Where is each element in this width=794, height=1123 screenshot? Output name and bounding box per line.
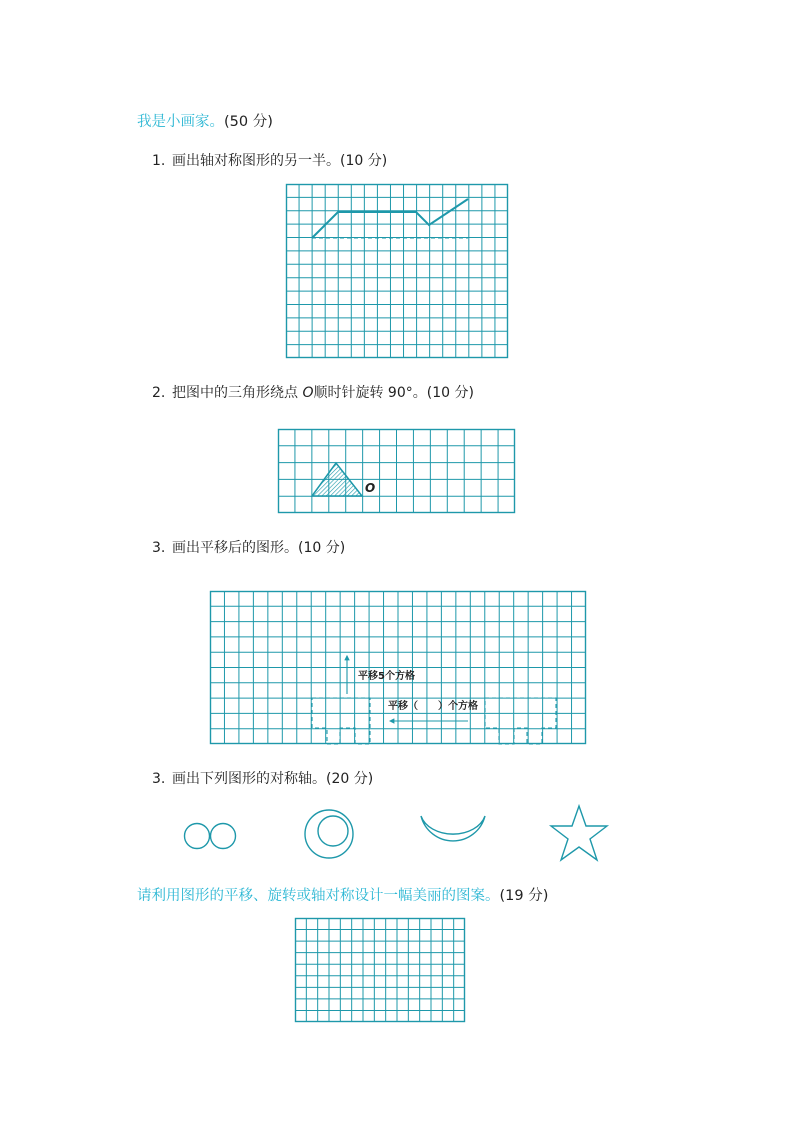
original-shape-left — [312, 698, 370, 744]
section-points: (50 分) — [224, 114, 273, 130]
grid-lines — [286, 184, 508, 358]
point-label: O — [302, 385, 314, 401]
question-2 — [152, 382, 474, 402]
section-title-text: 我是小画家。 — [137, 114, 224, 130]
crescent-circle-icon[interactable] — [303, 808, 355, 860]
grid-lines — [278, 429, 515, 513]
annotation-left: 平移（ ）个方格 — [388, 701, 478, 712]
question-text: 画出轴对称图形的另一半。(10 分) — [172, 153, 388, 169]
question-number: 1. — [152, 153, 166, 169]
question-text: 把图中的三角形绕点 — [172, 385, 303, 401]
grid-border — [296, 919, 465, 1022]
grid-lines — [295, 918, 465, 1022]
question-text-tail: 顺时针旋转 90°。(10 分) — [313, 385, 474, 401]
question-number: 3. — [152, 540, 166, 556]
question-3 — [152, 537, 345, 557]
question-number: 2. — [152, 385, 166, 401]
question-text: 画出下列图形的对称轴。(20 分) — [172, 771, 374, 787]
rotation-center-label: O — [365, 481, 376, 495]
question-4 — [152, 768, 373, 788]
original-shape-right — [485, 698, 556, 744]
section-title-2 — [137, 884, 548, 905]
section-title-text: 请利用图形的平移、旋转或轴对称设计一幅美丽的图案。 — [137, 888, 500, 904]
section-title-1 — [137, 110, 273, 131]
question-text: 画出平移后的图形。(10 分) — [172, 540, 346, 556]
question-number: 3. — [152, 771, 166, 787]
question-1 — [152, 150, 387, 170]
star-icon[interactable] — [549, 804, 609, 862]
two-circles-icon[interactable] — [183, 820, 239, 852]
symmetry-grid[interactable] — [286, 184, 508, 358]
rotation-grid[interactable] — [278, 429, 515, 513]
section-points: (19 分) — [499, 888, 549, 904]
annotation-up: 平移5个方格 — [358, 671, 415, 682]
crescent-bowl-icon[interactable] — [418, 812, 488, 860]
translation-grid[interactable] — [210, 591, 586, 744]
design-grid[interactable] — [295, 918, 465, 1022]
